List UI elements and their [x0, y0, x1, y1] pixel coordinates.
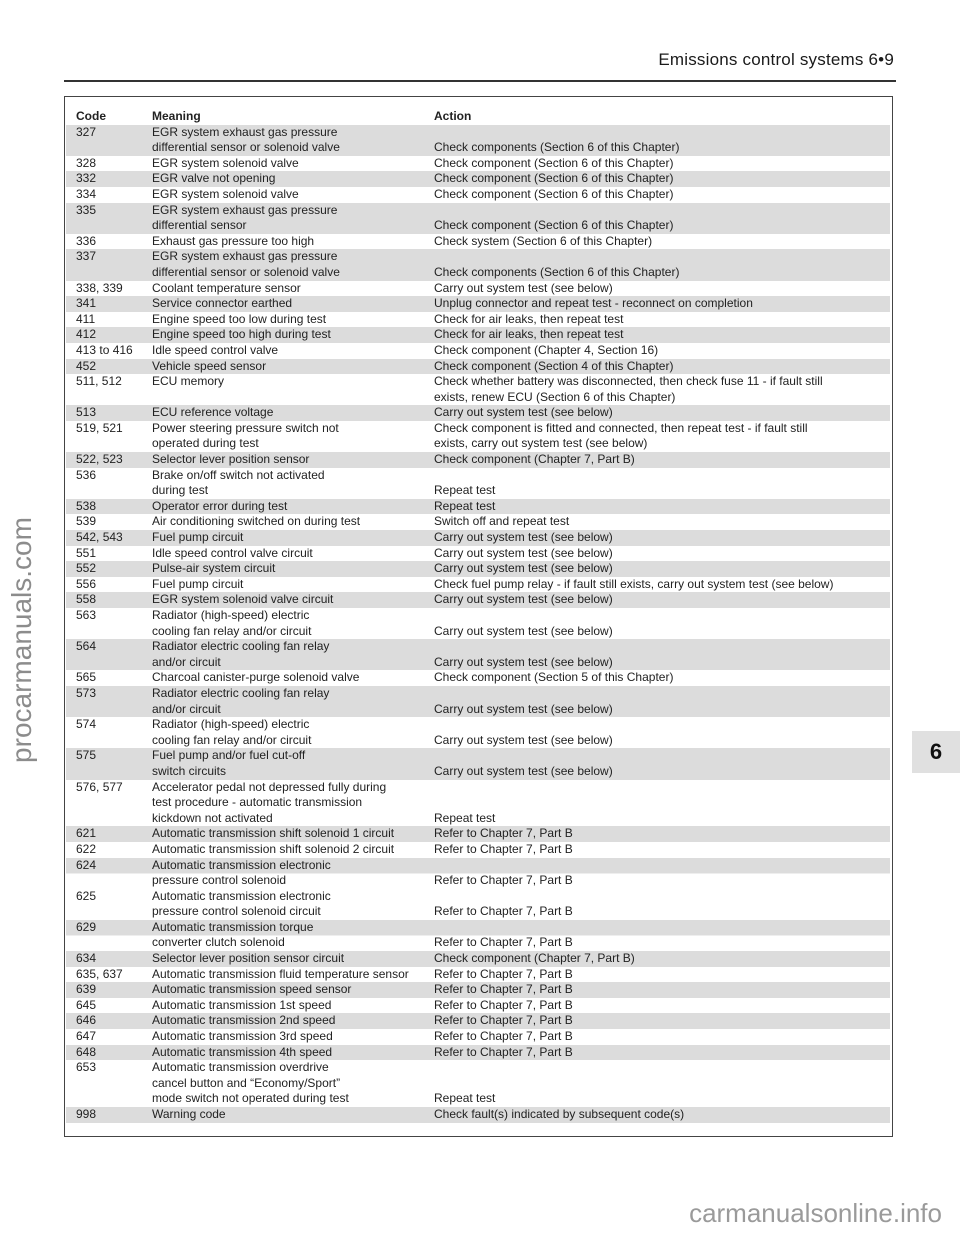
table-row: [66, 281, 890, 297]
table-row: [66, 686, 890, 717]
table-cell-code: 335: [76, 202, 97, 217]
table-cell-action: Repeat test: [434, 483, 496, 498]
table-cell-code: 412: [76, 327, 97, 342]
table-cell-meaning: Selector lever position sensor: [152, 452, 310, 467]
table-cell-code: 647: [76, 1029, 97, 1044]
table-cell-code: 338, 339: [76, 280, 123, 295]
table-cell-action: Refer to Chapter 7, Part B: [434, 935, 573, 950]
table-cell-action: Refer to Chapter 7, Part B: [434, 1044, 573, 1059]
table-cell-action: Carry out system test (see below): [434, 530, 613, 545]
table-cell-action: Carry out system test (see below): [434, 654, 613, 669]
table-cell-code: 558: [76, 592, 97, 607]
table-row: [66, 343, 890, 359]
table-cell-meaning: Automatic transmission shift solenoid 1 circuit: [152, 826, 395, 841]
table-cell-action: Carry out system test (see below): [434, 280, 613, 295]
chapter-tab: 6: [912, 731, 960, 773]
table-cell-code: 624: [76, 857, 97, 872]
table-cell-code: 573: [76, 685, 97, 700]
table-row: [66, 998, 890, 1014]
table-cell-code: 536: [76, 467, 97, 482]
table-cell-code: 645: [76, 997, 97, 1012]
header-rule: [64, 80, 896, 82]
table-cell-meaning: Charcoal canister-purge solenoid valve: [152, 670, 360, 685]
table-cell-code: 621: [76, 826, 97, 841]
table-row: [66, 748, 890, 779]
table-cell-meaning: Automatic transmission 3rd speed: [152, 1029, 333, 1044]
table-cell-meaning: Automatic transmission torque converter clutch solenoid: [152, 919, 314, 950]
table-cell-meaning: Brake on/off switch not activated during test: [152, 467, 325, 498]
table-cell-meaning: Warning code: [152, 1107, 226, 1121]
table-cell-code: 511, 512: [76, 374, 122, 389]
table-row: [66, 842, 890, 858]
table-cell-meaning: Power steering pressure switch not operated during test: [152, 420, 339, 451]
table-cell-meaning: Pulse-air system circuit: [152, 561, 276, 576]
side-watermark-text: procarmanuals.com: [6, 517, 37, 763]
table-cell-meaning: Automatic transmission electronic pressure control solenoid circuit: [152, 888, 331, 919]
table-cell-code: 336: [76, 233, 97, 248]
table-row: [66, 592, 890, 608]
table-row: [66, 780, 890, 827]
table-cell-action: Repeat test: [434, 498, 496, 513]
table-cell-code: 552: [76, 561, 97, 576]
table-row: [66, 920, 890, 951]
table-cell-meaning: EGR valve not opening: [152, 171, 276, 186]
table-row: [66, 1107, 890, 1123]
table-cell-meaning: Accelerator pedal not depressed fully during test procedure - automatic transmission kickdown not activated: [152, 779, 387, 825]
table-cell-meaning: Automatic transmission electronic pressure control solenoid: [152, 857, 331, 888]
table-row: [66, 312, 890, 328]
table-row: [66, 359, 890, 375]
table-cell-action: Check for air leaks, then repeat test: [434, 327, 624, 342]
table-cell-action: Check system (Section 6 of this Chapter): [434, 233, 653, 248]
table-cell-action: Check component (Section 6 of this Chapter): [434, 218, 674, 233]
table-cell-meaning: EGR system exhaust gas pressure differential sensor or solenoid valve: [152, 124, 340, 155]
table-cell-code: 519, 521: [76, 420, 123, 435]
table-cell-action: Check component (Chapter 7, Part B): [434, 951, 635, 966]
table-row: [66, 249, 890, 280]
table-row: [66, 1045, 890, 1061]
table-row: [66, 234, 890, 250]
table-cell-meaning: Automatic transmission 2nd speed: [152, 1013, 336, 1028]
table-cell-meaning: Exhaust gas pressure too high: [152, 233, 315, 248]
table-cell-code: 629: [76, 919, 97, 934]
table-cell-code: 522, 523: [76, 452, 123, 467]
table-cell-meaning: ECU reference voltage: [152, 405, 274, 420]
table-cell-code: 538: [76, 498, 97, 513]
table-row: [66, 982, 890, 998]
table-cell-code: 646: [76, 1013, 97, 1028]
table-cell-action: Check component is fitted and connected, then repeat test - if fault still exists, carry out system test (see below): [434, 420, 808, 451]
table-row: [66, 421, 890, 452]
table-cell-action: Check components (Section 6 of this Chapter): [434, 264, 680, 279]
table-cell-code: 574: [76, 717, 97, 732]
table-cell-action: Check components (Section 6 of this Chapter): [434, 140, 680, 155]
table-row: [66, 156, 890, 172]
table-row: [66, 577, 890, 593]
table-cell-code: 327: [76, 124, 97, 139]
table-cell-action: Repeat test: [434, 1091, 496, 1106]
table-cell-code: 513: [76, 405, 97, 420]
table-row: [66, 858, 890, 889]
table-row: [66, 546, 890, 562]
table-cell-meaning: Engine speed too high during test: [152, 327, 331, 342]
table-cell-code: 411: [76, 311, 96, 326]
table-cell-meaning: Fuel pump and/or fuel cut-off switch circuits: [152, 748, 306, 778]
table-cell-action: Refer to Chapter 7, Part B: [434, 1029, 573, 1044]
table-cell-action: Check component (Section 6 of this Chapter): [434, 186, 674, 201]
table-cell-action: Unplug connector and repeat test - reconnect on completion: [434, 296, 753, 311]
table-cell-code: 576, 577: [76, 779, 123, 794]
table-row: [66, 499, 890, 515]
table-cell-action: Refer to Chapter 7, Part B: [434, 873, 573, 888]
table-cell-action: Carry out system test (see below): [434, 561, 613, 576]
table-cell-meaning: Operator error during test: [152, 498, 288, 513]
table-cell-action: Carry out system test (see below): [434, 405, 613, 420]
table-row: [66, 1060, 890, 1107]
table-cell-meaning: Engine speed too low during test: [152, 311, 327, 326]
table-cell-action: Carry out system test (see below): [434, 732, 613, 747]
table-cell-meaning: Radiator electric cooling fan relay and/or circuit: [152, 639, 330, 669]
table-cell-action: Carry out system test (see below): [434, 623, 613, 638]
table-cell-meaning: EGR system solenoid valve: [152, 186, 299, 201]
table-row: [66, 468, 890, 499]
table-cell-action: Refer to Chapter 7, Part B: [434, 1013, 573, 1028]
table-cell-meaning: EGR system exhaust gas pressure differential sensor or solenoid valve: [152, 249, 340, 279]
side-watermark: [2, 510, 42, 770]
table-cell-meaning: EGR system solenoid valve circuit: [152, 592, 334, 607]
table-row: [66, 125, 890, 156]
table-cell-action: Check component (Chapter 7, Part B): [434, 452, 635, 467]
table-cell-action: Refer to Chapter 7, Part B: [434, 966, 573, 981]
table-row: [66, 561, 890, 577]
table-cell-meaning: EGR system exhaust gas pressure differential sensor: [152, 202, 338, 233]
table-cell-code: 328: [76, 155, 97, 170]
table-cell-code: 542, 543: [76, 530, 123, 545]
table-cell-code: 634: [76, 951, 97, 966]
table-cell-action: Check whether battery was disconnected, then check fuse 11 - if fault still exists, renew ECU (Section 6 of this Chapter): [434, 374, 823, 404]
table-cell-meaning: Radiator (high-speed) electric cooling fan relay and/or circuit: [152, 608, 312, 638]
fault-code-table: [66, 109, 890, 1123]
table-cell-meaning: ECU memory: [152, 374, 225, 389]
table-cell-code: 565: [76, 670, 97, 685]
table-row: [66, 405, 890, 421]
table-cell-meaning: EGR system solenoid valve: [152, 155, 299, 170]
table-row: [66, 203, 890, 234]
table-cell-code: 332: [76, 171, 97, 186]
table-cell-action: Check component (Section 6 of this Chapter): [434, 171, 674, 186]
table-cell-meaning: Coolant temperature sensor: [152, 280, 301, 295]
table-cell-action: Check component (Section 4 of this Chapter): [434, 358, 674, 373]
table-cell-action: Refer to Chapter 7, Part B: [434, 982, 573, 997]
table-row: [66, 889, 890, 920]
table-header-row: [66, 109, 890, 125]
table-cell-code: 564: [76, 639, 97, 654]
header-code: Code: [76, 109, 106, 123]
table-cell-action: Refer to Chapter 7, Part B: [434, 826, 573, 841]
table-cell-action: Carry out system test (see below): [434, 545, 613, 560]
table-row: [66, 717, 890, 748]
table-row: [66, 670, 890, 686]
table-cell-action: Carry out system test (see below): [434, 701, 613, 716]
table-cell-action: Refer to Chapter 7, Part B: [434, 904, 573, 919]
table-cell-action: Check fault(s) indicated by subsequent code(s): [434, 1107, 685, 1121]
table-cell-meaning: Automatic transmission shift solenoid 2 circuit: [152, 841, 395, 856]
table-row: [66, 296, 890, 312]
table-cell-meaning: Vehicle speed sensor: [152, 358, 267, 373]
table-cell-meaning: Selector lever position sensor circuit: [152, 951, 345, 966]
table-cell-code: 452: [76, 358, 97, 373]
table-row: [66, 171, 890, 187]
table-row: [66, 452, 890, 468]
table-row: [66, 530, 890, 546]
table-row: [66, 514, 890, 530]
table-row: [66, 826, 890, 842]
table-cell-meaning: Fuel pump circuit: [152, 576, 244, 591]
table-cell-code: 653: [76, 1060, 97, 1075]
table-cell-meaning: Automatic transmission 4th speed: [152, 1044, 333, 1059]
table-cell-code: 622: [76, 841, 97, 856]
table-cell-code: 563: [76, 608, 97, 622]
table-cell-meaning: Automatic transmission 1st speed: [152, 997, 332, 1012]
table-cell-action: Check fuel pump relay - if fault still exists, carry out system test (see below): [434, 576, 834, 591]
table-cell-action: Check component (Section 5 of this Chapter): [434, 670, 674, 685]
table-cell-action: Refer to Chapter 7, Part B: [434, 997, 573, 1012]
table-cell-action: Check component (Chapter 4, Section 16): [434, 342, 659, 357]
table-cell-meaning: Idle speed control valve: [152, 342, 279, 357]
table-row: [66, 1029, 890, 1045]
table-cell-meaning: Radiator (high-speed) electric cooling fan relay and/or circuit: [152, 717, 312, 747]
table-row: [66, 608, 890, 639]
table-cell-action: Check component (Section 6 of this Chapter): [434, 155, 674, 170]
table-cell-action: Check for air leaks, then repeat test: [434, 311, 624, 326]
table-cell-code: 337: [76, 249, 97, 264]
table-cell-action: Carry out system test (see below): [434, 763, 613, 778]
table-cell-meaning: Air conditioning switched on during test: [152, 514, 361, 529]
table-row: [66, 639, 890, 670]
table-cell-meaning: Automatic transmission fluid temperature sensor: [152, 966, 409, 981]
table-cell-code: 635, 637: [76, 966, 123, 981]
table-cell-code: 575: [76, 748, 97, 763]
table-cell-code: 625: [76, 888, 97, 903]
table-row: [66, 374, 890, 405]
table-cell-meaning: Fuel pump circuit: [152, 530, 244, 545]
table-cell-action: Carry out system test (see below): [434, 592, 613, 607]
table-cell-code: 648: [76, 1044, 97, 1059]
table-cell-meaning: Automatic transmission speed sensor: [152, 982, 352, 997]
table-row: [66, 1013, 890, 1029]
table-row: [66, 187, 890, 203]
table-cell-action: Refer to Chapter 7, Part B: [434, 841, 573, 856]
table-row: [66, 951, 890, 967]
table-cell-meaning: Service connector earthed: [152, 296, 293, 311]
table-cell-code: 998: [76, 1107, 97, 1121]
table-cell-code: 639: [76, 982, 97, 997]
table-row: [66, 967, 890, 983]
table-cell-code: 551: [76, 545, 97, 560]
table-cell-code: 556: [76, 576, 97, 591]
table-cell-code: 539: [76, 514, 97, 529]
table-cell-meaning: Automatic transmission overdrive cancel button and “Economy/Sport” mode switch not operated during test: [152, 1060, 349, 1106]
table-cell-meaning: Radiator electric cooling fan relay and/or circuit: [152, 685, 330, 716]
header-meaning: Meaning: [152, 109, 201, 123]
table-cell-action: Repeat test: [434, 810, 496, 825]
page-header-title: Emissions control systems 6•9: [658, 50, 894, 69]
table-cell-code: 334: [76, 186, 97, 201]
table-cell-action: Switch off and repeat test: [434, 514, 570, 529]
table-cell-code: 341: [76, 296, 97, 311]
table-cell-code: 413 to 416: [76, 342, 133, 357]
footer-watermark: carmanualsonline.info: [689, 1198, 942, 1228]
table-cell-meaning: Idle speed control valve circuit: [152, 545, 313, 560]
header-action: Action: [434, 109, 472, 123]
table-row: [66, 327, 890, 343]
